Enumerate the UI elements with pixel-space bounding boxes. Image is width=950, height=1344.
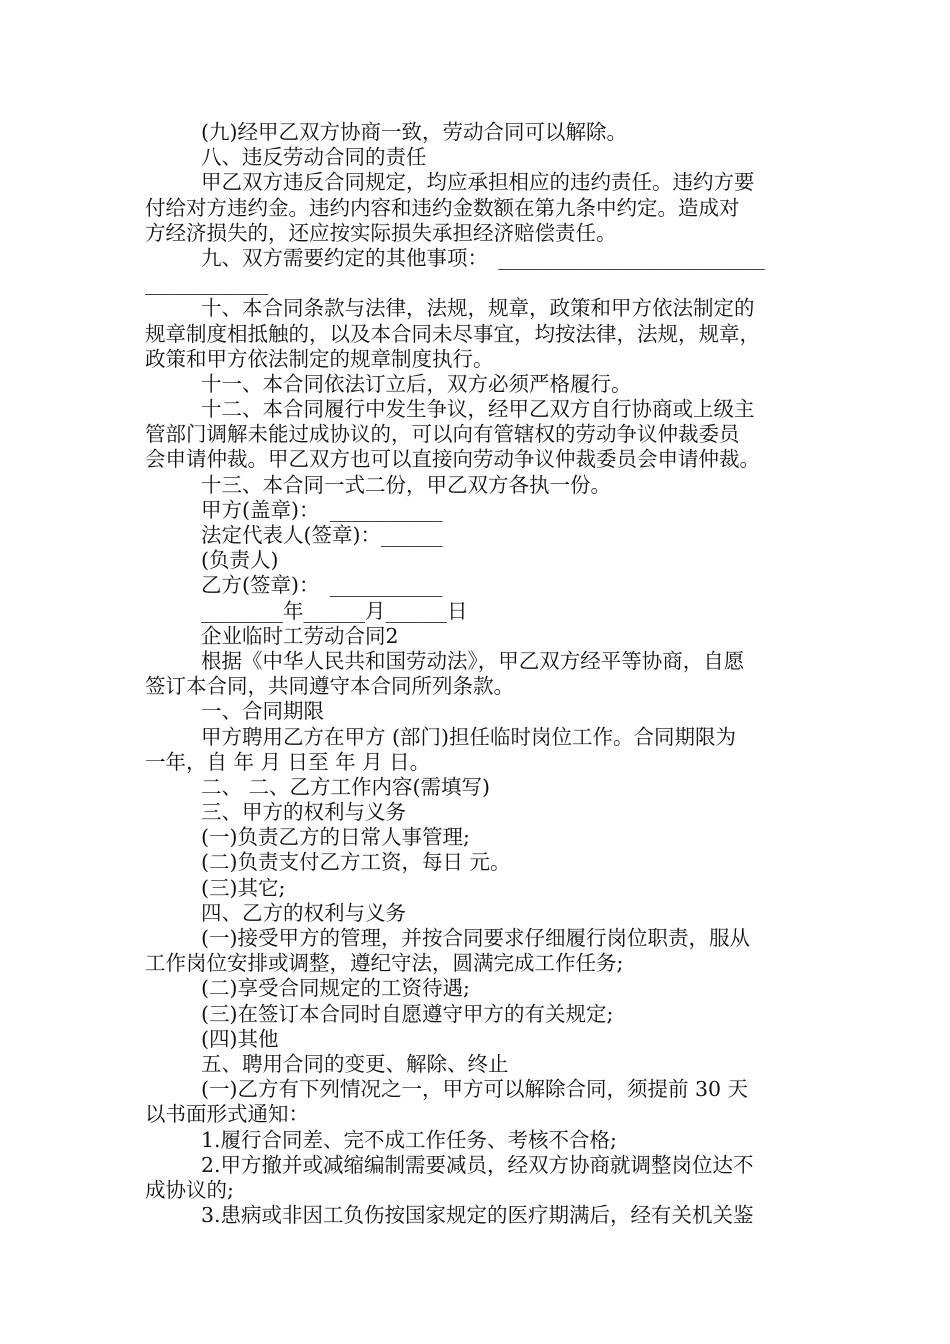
text-line: 政策和甲方依法制定的规章制度执行。 <box>145 346 494 371</box>
text-line: (三)其它; <box>201 875 286 900</box>
text-line: 甲方聘用乙方在甲方 (部门)担任临时岗位工作。合同期限为 <box>201 724 737 749</box>
text-line: 甲方(盖章)： ___________ <box>201 497 443 522</box>
text-line: 十、本合同条款与法律，法规，规章，政策和甲方依法制定的 <box>201 296 755 321</box>
text-line: 根据《中华人民共和国劳动法》，甲乙双方经平等协商，自愿 <box>201 648 745 673</box>
text-line: 一、合同期限 <box>201 699 324 724</box>
text-line: 法定代表人(签章)：______ <box>201 523 443 547</box>
text-line: 付给对方违约金。违约内容和违约金数额在第九条中约定。造成对 <box>145 195 740 220</box>
text-line: 乙方(签章)： ___________ <box>201 573 443 598</box>
text-line: 规章制度相抵触的，以及本合同未尽事宜，均按法律，法规，规章， <box>145 321 760 346</box>
text-line: 三、甲方的权利与义务 <box>201 800 406 825</box>
text-line: 2.甲方撤并或减缩编制需要减员，经双方协商就调整岗位达不 <box>201 1152 754 1177</box>
text-line: (一)乙方有下列情况之一，甲方可以解除合同，须提前 30 天 <box>201 1077 749 1102</box>
text-line: 成协议的; <box>145 1177 234 1202</box>
text-line: 1.履行合同差、完不成工作任务、考核不合格; <box>201 1127 617 1152</box>
text-line: 十三、本合同一式二份，甲乙双方各执一份。 <box>201 472 611 497</box>
text-line: (三)在签订本合同时自愿遵守甲方的有关规定; <box>201 1001 614 1026</box>
text-line: (负责人) <box>201 548 279 573</box>
text-line: 方经济损失的，还应按实际损失承担经济赔偿责任。 <box>145 220 617 245</box>
text-line: 会申请仲裁。甲乙双方也可以直接向劳动争议仲裁委员会申请仲裁。 <box>145 447 760 472</box>
text-line: 十二、本合同履行中发生争议，经甲乙双方自行协商或上级主 <box>201 397 755 422</box>
document-page <box>145 120 810 1228</box>
text-line: (四)其他 <box>201 1026 279 1051</box>
text-line: 企业临时工劳动合同2 <box>201 623 399 648</box>
text-line: 十一、本合同依法订立后，双方必须严格履行。 <box>201 371 632 396</box>
text-line: 3.患病或非因工负伤按国家规定的医疗期满后，经有关机关鉴 <box>201 1203 754 1228</box>
text-line: 管部门调解未能过成协议的，可以向有管辖权的劳动争议仲裁委员 <box>145 422 740 447</box>
text-line: 五、聘用合同的变更、解除、终止 <box>201 1051 509 1076</box>
text-line: ________年______月______日 <box>201 598 468 623</box>
text-line: 签订本合同，共同遵守本合同所列条款。 <box>145 674 514 699</box>
text-line: 以书面形式通知： <box>145 1102 309 1127</box>
text-line: 四、乙方的权利与义务 <box>201 900 406 925</box>
text-line: 工作岗位安排或调整，遵纪守法，圆满完成工作任务; <box>145 951 624 976</box>
text-line: 一年，自 年 月 日至 年 月 日。 <box>145 749 431 774</box>
text-line: (一)负责乙方的日常人事管理; <box>201 825 470 850</box>
text-line: (九)经甲乙双方协商一致，劳动合同可以解除。 <box>201 120 627 144</box>
text-line: (二)享受合同规定的工资待遇; <box>201 976 470 1001</box>
text-line: 八、违反劳动合同的责任 <box>201 145 427 170</box>
text-line: ____________ <box>145 271 268 296</box>
text-line: 二、 二、乙方工作内容(需填写) <box>201 774 491 799</box>
text-line: 甲乙双方违反合同规定，均应承担相应的违约责任。违约方要 <box>201 170 755 195</box>
text-line: 九、双方需要约定的其他事项： __________________________ <box>201 245 765 270</box>
text-line: (二)负责支付乙方工资，每日 元。 <box>201 850 511 875</box>
text-line: (一)接受甲方的管理，并按合同要求仔细履行岗位职责，服从 <box>201 926 750 950</box>
